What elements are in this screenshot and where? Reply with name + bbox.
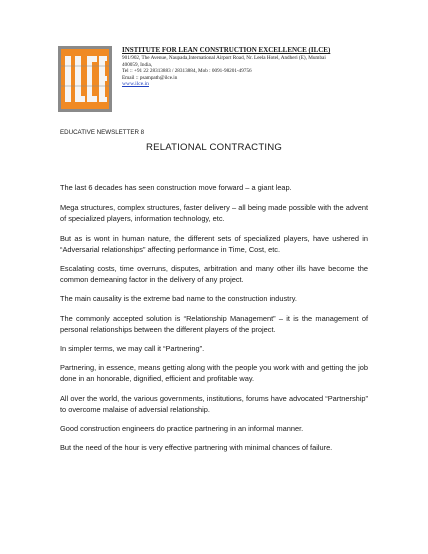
address-line-1: 901/902, The Avenue, Naupada,International Airport Road, Nr. Leela Hotel, Andheri (E), Mumbai <box>122 55 326 61</box>
paragraph: All over the world, the various governments, institutions, forums have advocated “Partnership” to overcome malaise of adversial relationship. <box>60 393 368 414</box>
paragraph: But as is wont in human nature, the different sets of specialized players, have ushered in “Adversarial relationships” affecting performance in Time, Cost, etc. <box>60 233 368 254</box>
paragraph: But the need of the hour is very effective partnering with minimal chances of failure. <box>60 443 333 453</box>
email-line: Email :: psampath@ilce.in <box>122 74 178 81</box>
institute-details <box>122 46 422 88</box>
page-title: RELATIONAL CONTRACTING <box>145 142 283 153</box>
paragraph: The last 6 decades has seen construction move forward – a giant leap. <box>60 183 292 192</box>
paragraph: The commonly accepted solution is “Relationship Management” – it is the management of personal relationships between the different players of the project. <box>60 313 368 334</box>
ilce-logo <box>58 46 112 112</box>
paragraph: Escalating costs, time overruns, disputes, arbitration and many other ills have become the common demeaning factor in the delivery of any project. <box>60 264 368 285</box>
newsletter-label: EDUCATIVE NEWSLETTER 8 <box>60 129 145 136</box>
paragraph: Partnering, in essence, means getting along with the people you work with and getting the job done in an honorable, dignified, efficient and profitable way. <box>60 363 368 384</box>
website-link[interactable]: www.ilce.in <box>122 81 149 88</box>
article-body <box>60 182 368 461</box>
paragraph: The main causality is the extreme bad name to the construction industry. <box>60 294 297 304</box>
paragraph: Good construction engineers do practice partnering in an informal manner. <box>60 424 304 434</box>
institute-name: INSTITUTE FOR LEAN CONSTRUCTION EXCELLENCE (ILCE) <box>122 46 331 54</box>
paragraph: Mega structures, complex structures, faster delivery – all being made possible with the advent of specialized players, information technology, etc. <box>60 203 368 224</box>
address-line-2: 400059, India, <box>122 61 153 68</box>
telephone-line: Tel :: +91 22 28313883 / 28313884, Mob : 0091-98201-49756 <box>122 68 252 75</box>
paragraph: In simpler terms, we may call it “Partnering”. <box>60 344 205 354</box>
letterhead <box>58 46 418 124</box>
